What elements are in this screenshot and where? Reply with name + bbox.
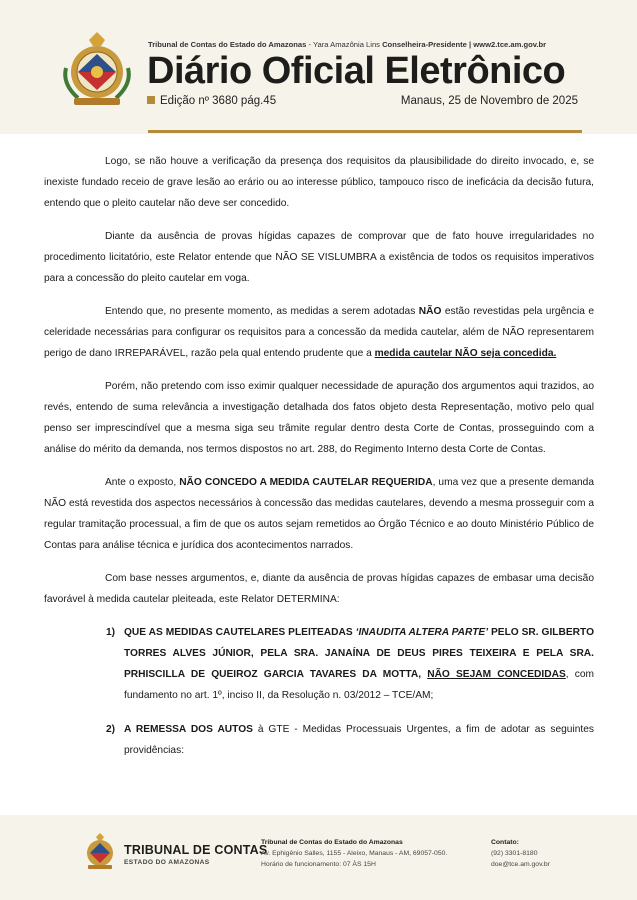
edition-label: Edição nº 3680 pág.45: [147, 95, 276, 107]
footer-org-sub: ESTADO DO AMAZONAS: [124, 859, 210, 866]
header-divider: [148, 130, 582, 133]
list-item: 2) A REMESSA DOS AUTOS à GTE - Medidas Processuais Urgentes, a fim de adotar as seguintes providências:: [106, 724, 594, 756]
footer-org-name: TRIBUNAL DE CONTAS: [124, 843, 268, 857]
page-header: [0, 0, 637, 134]
document-body: [44, 151, 594, 774]
page-title: Diário Oficial Eletrônico: [147, 50, 566, 92]
paragraph-2: Diante da ausência de provas hígidas capazes de comprovar que de fato houve irregularidades no procedimento licitatório, este Relator entende que NÃO SE VISLUMBRA a existência de todos os requisitos imperativos para a concessão do pleito cautelar em voga.: [44, 231, 594, 284]
paragraph-6: Com base nesses argumentos, e, diante da ausência de provas hígidas capazes de embasar uma decisão favorável à medida cautelar pleiteada, este Relator DETERMINA:: [44, 573, 594, 605]
determination-list: [44, 622, 594, 761]
paragraph-5: Ante o exposto, NÃO CONCEDO A MEDIDA CAUTELAR REQUERIDA, uma vez que a presente demanda NÃO está revestida dos aspectos necessários à concessão das medidas cautelares, devendo a mesma prosseguir com a regular tramitação processual, a fim de que os autos sejam remetidos ao Órgão Técnico e ao douto Ministério Público de Contas para análise técnica e jurídica dos acontecimentos narrados.: [44, 477, 594, 551]
footer-address-block: Tribunal de Contas do Estado do Amazonas Av. Ephigênio Salles, 1155 - Aleixo, Manaus - AM, 69057-050. Horário de funcionamento: 07 ÀS 15H: [261, 839, 448, 868]
tce-footer-crest-icon: [80, 831, 120, 871]
paragraph-4: Porém, não pretendo com isso eximir qualquer necessidade de apuração dos argumentos aqui trazidos, ao revés, entendo de suma relevância a investigação detalhada dos fatos objeto desta Representação, motivo pelo qual penso ser imprescindível que a mesma siga seu trâmite regular dentro desta Corte de Contas, prosseguindo com a análise do mérito da demanda, nos termos dispostos no art. 288, do Regimento Interno desta Corte de Contas.: [44, 381, 594, 455]
paragraph-3: Entendo que, no presente momento, as medidas a serem adotadas NÃO estão revestidas pela urgência e celeridade necessárias para configurar os requisitos para a concessão da medida cautelar, além de NÃO representarem perigo de dano IRREPARÁVEL, razão pela qual entendo prudente que a medida cautelar NÃO seja concedida.: [44, 306, 594, 359]
paragraph-1: Logo, se não houve a verificação da presença dos requisitos da plausibilidade do direito invocado, e, se inexiste fundado receio de grave lesão ao erário ou ao interesse público, tampouco risco de ineficácia da decisão futura, entendo que o pleito cautelar não deve ser concedido.: [44, 156, 594, 209]
square-bullet-icon: [147, 96, 155, 104]
tce-crest-logo-icon: [56, 28, 138, 110]
header-org-line: Tribunal de Contas do Estado do Amazonas - Yara Amazônia Lins Conselheira-Presidente | www2.tce.am.gov.br: [148, 40, 547, 49]
publication-date: Manaus, 25 de Novembro de 2025: [400, 95, 578, 107]
list-item: 1) QUE AS MEDIDAS CAUTELARES PLEITEADAS ‘INAUDITA ALTERA PARTE’ PELO SR. GILBERTO TORRES ALVES JÚNIOR, PELA SRA. JANAÍNA DE DEUS PIRES TEIXEIRA E PELA SRA. PRHISCILLA DE QUEIROZ GARCIA TAVARES DA MOTTA, NÃO SEJAM CONCEDIDAS, com fundamento no art. 1º, inciso II, da Resolução n. 03/2012 – TCE/AM;: [106, 627, 594, 701]
footer-email-link[interactable]: doe@tce.am.gov.br: [491, 861, 550, 868]
page-footer: [0, 815, 637, 900]
footer-contact-block: Contato: (92) 3301-8180 doe@tce.am.gov.br: [491, 839, 550, 868]
